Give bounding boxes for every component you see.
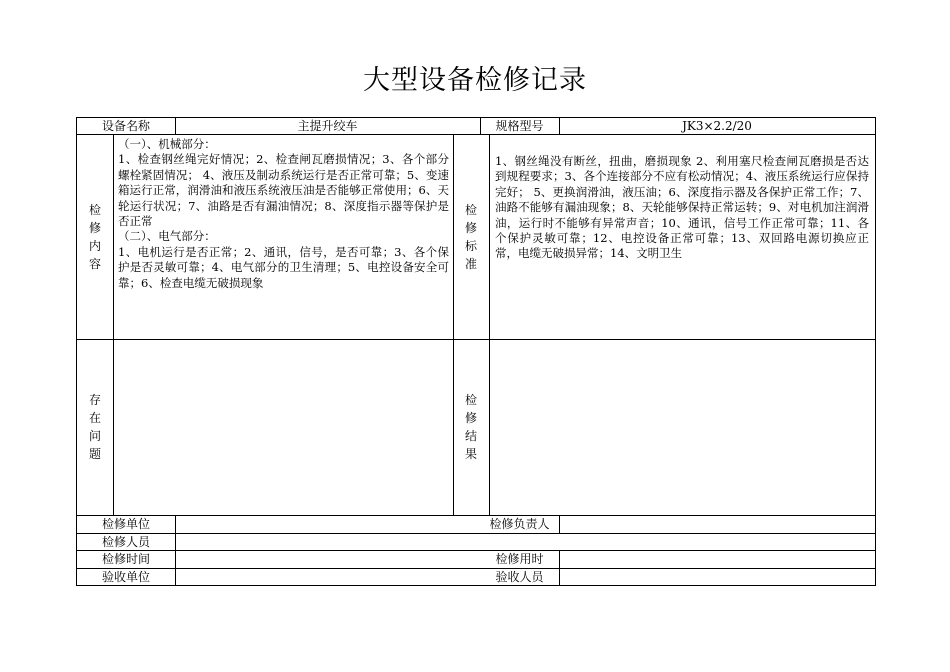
maintenance-result-field[interactable]	[490, 340, 875, 515]
maintenance-unit-label: 检修单位	[101, 517, 150, 531]
acceptance-person-label: 验收人员	[495, 569, 544, 584]
maintenance-personnel-label: 检修人员	[101, 534, 150, 549]
model-label: 规格型号	[495, 119, 544, 133]
model-value[interactable]: JK3×2.2/20	[682, 119, 752, 133]
maintenance-personnel-field[interactable]	[175, 533, 875, 550]
maintenance-content-text	[118, 137, 449, 291]
maintenance-leader-label: 检修负责人	[489, 517, 550, 531]
acceptance-person-field[interactable]	[559, 568, 875, 585]
maintenance-leader-field[interactable]	[559, 515, 875, 533]
acceptance-unit-label: 验收单位	[101, 569, 150, 584]
page-title: 大型设备检修记录	[363, 65, 587, 96]
maintenance-time-label: 检修时间	[101, 552, 150, 566]
maintenance-duration-field[interactable]	[559, 550, 875, 568]
maintenance-time-field[interactable]	[175, 550, 480, 568]
maintenance-record-table	[76, 117, 876, 586]
mechanical-heading: （一）、机械部分：	[118, 137, 216, 151]
electrical-items: 1、电机运行是否正常；2、通讯，信号，是否可靠；3、各个保护是否灵敏可靠；4、电气部分的卫生清理；5、电控设备安全可靠；6、检查电缆无破损现象	[118, 244, 449, 290]
maintenance-standard-text: 1、钢丝绳没有断丝，扭曲，磨损现象 2、利用塞尺检查闸瓦磨损是否达到规程要求；3、各个连接部分不应有松动情况；4、液压系统运行应保持完好； 5、更换润滑油，液压油；6、深度指示器及各保护正常工作；7、油路不能够有漏油现象；8、天轮能够保持正常运转；9、对电机加注润滑油，运行时不能够有异常声音；10、通讯，信号工作正常可靠；11、各个保护灵敏可靠；12、电控设备正常可靠；13、双回路电源切换应正常，电缆无破损异常；14、文明卫生	[495, 154, 869, 261]
maintenance-unit-field[interactable]	[175, 515, 480, 533]
electrical-heading: （二）、电气部分：	[118, 229, 216, 244]
equipment-name-label: 设备名称	[101, 119, 150, 133]
maintenance-standard-label: 检 修 标 准	[464, 202, 477, 271]
maintenance-result-label: 检 修 结 果	[464, 393, 477, 461]
acceptance-unit-field[interactable]	[175, 568, 480, 585]
equipment-name-value[interactable]: 主提升绞车	[297, 119, 358, 133]
maintenance-duration-label: 检修用时	[495, 552, 544, 566]
existing-problems-field[interactable]	[114, 340, 453, 515]
maintenance-content-label: 检 修 内 容	[88, 202, 101, 271]
mechanical-items: 1、检查钢丝绳完好情况；2、检查闸瓦磨损情况；3、各个部分螺栓紧固情况； 4、液压及制动系统运行是否正常可靠；5、变速箱运行正常，润滑油和液压系统液压油是否能够正常使用；6、天轮运行状况；7、油路是否有漏油情况；8、深度指示器等保护是否正常	[118, 152, 449, 229]
existing-problems-label: 存 在 问 题	[88, 393, 101, 461]
